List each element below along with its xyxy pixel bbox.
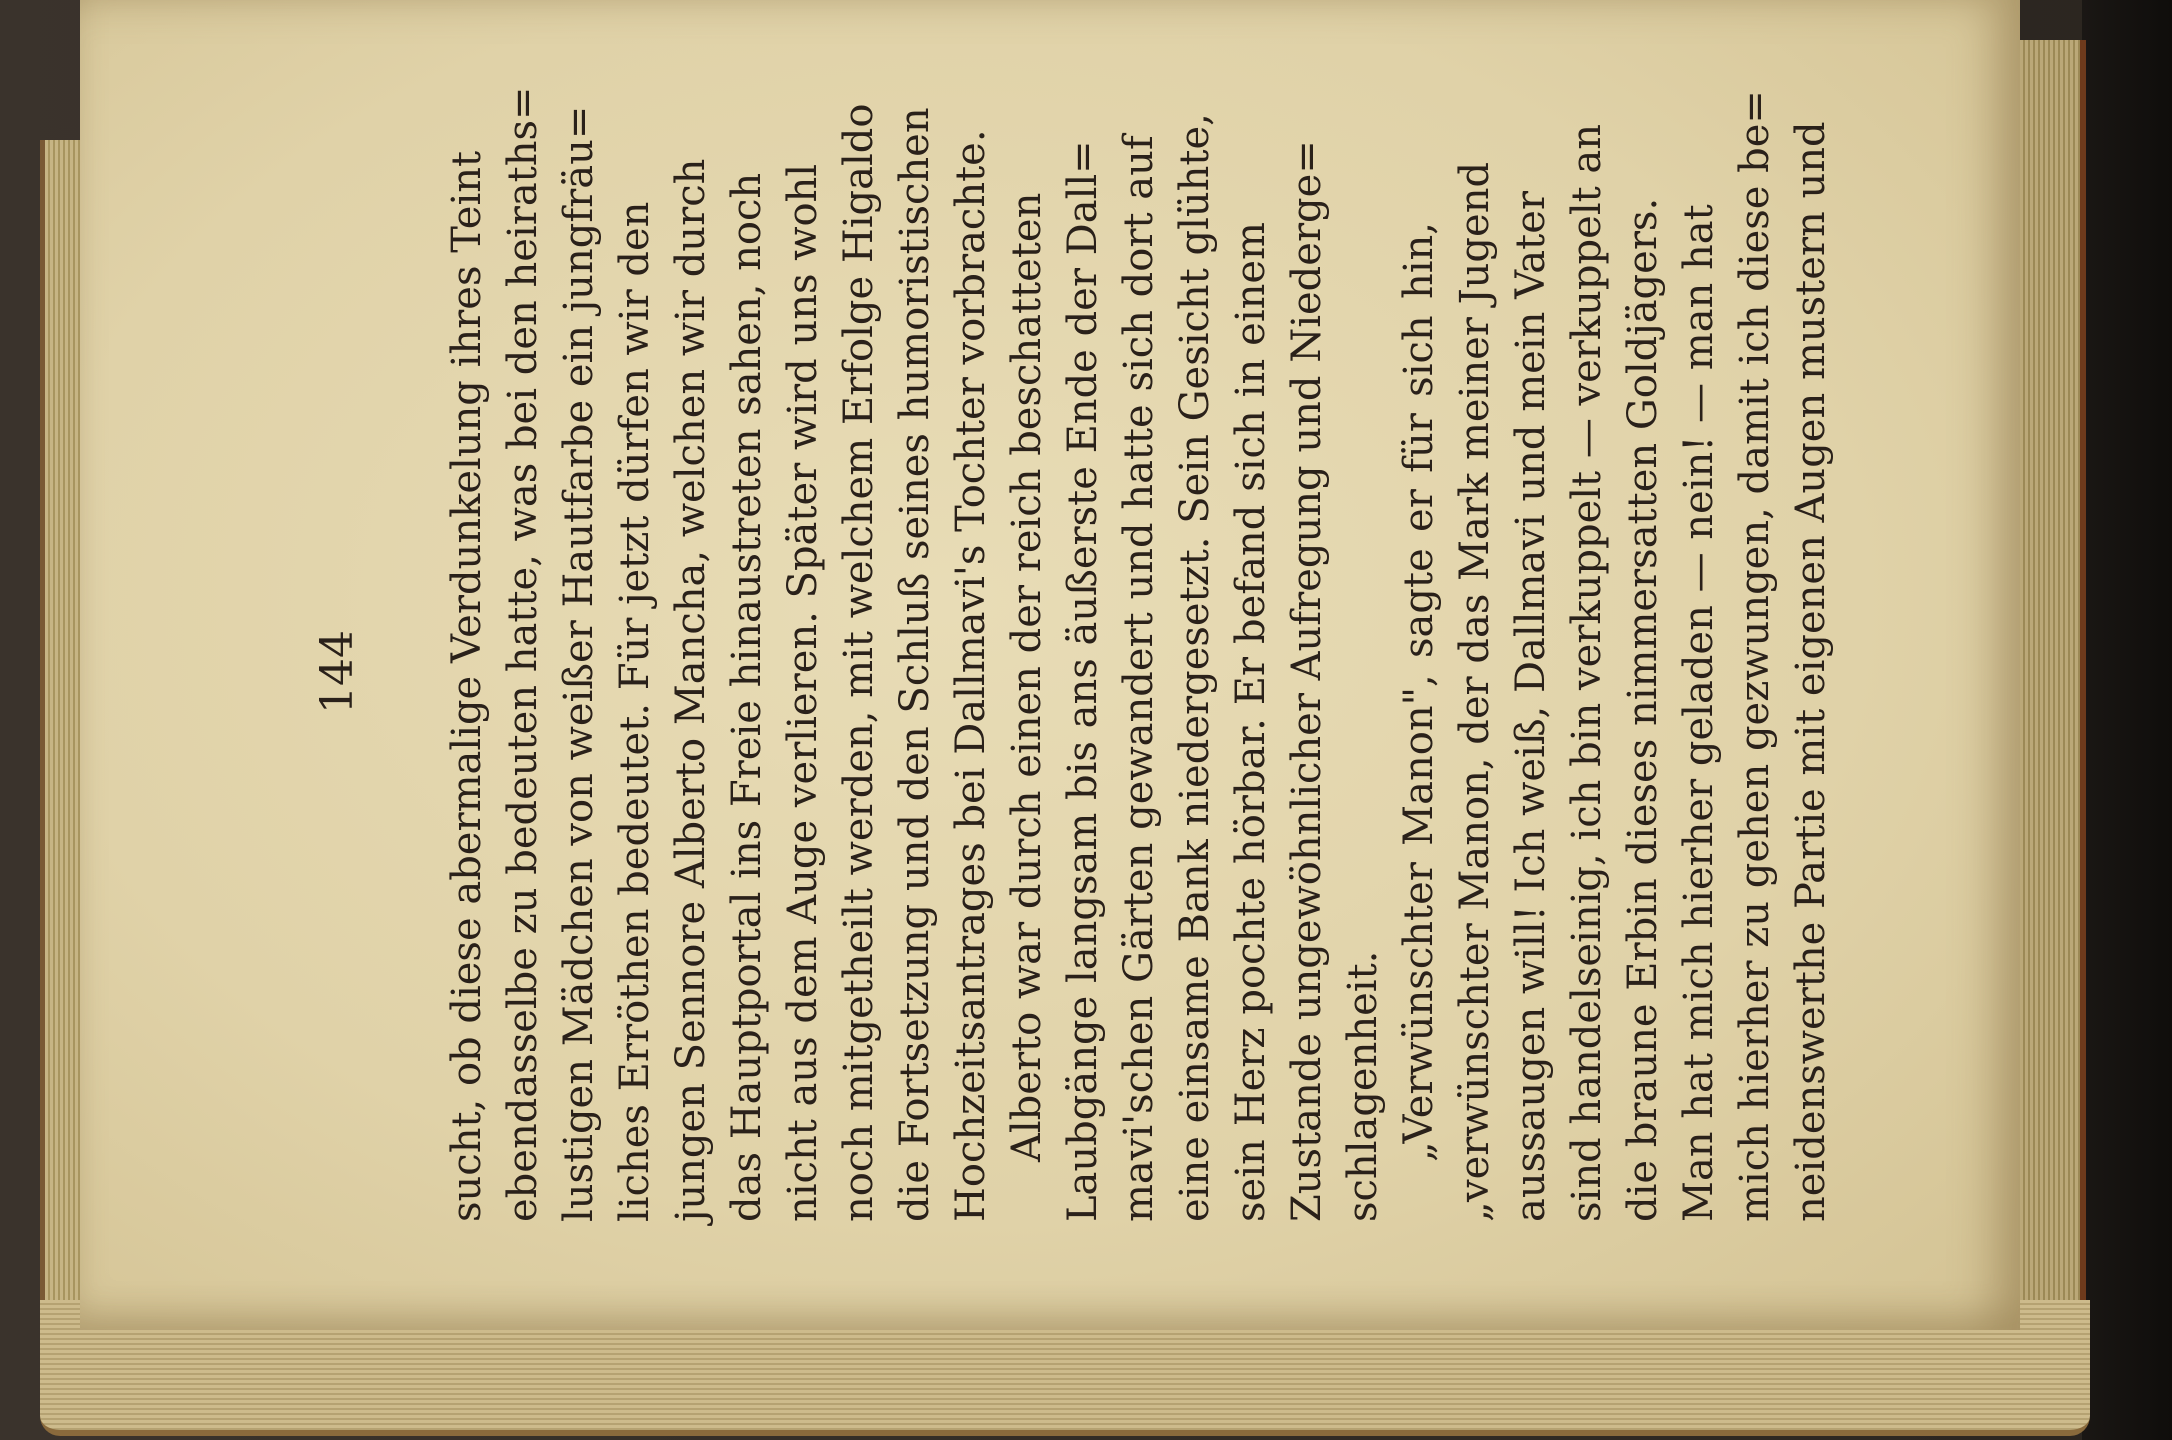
text-line: sind handelseinig, ich bin verkuppelt — verkuppelt an <box>1564 123 1610 1222</box>
book-page <box>80 0 2020 1330</box>
text-line: liches Erröthen bedeutet. Für jetzt dürfen wir den <box>612 201 658 1222</box>
text-line: die braune Erbin dieses nimmersatten Goldjägers. <box>1620 197 1666 1222</box>
text-inner <box>312 72 1884 1272</box>
page-number: 144 <box>312 630 363 714</box>
text-line: jungen Sennore Alberto Mancha, welchen wir durch <box>668 158 714 1222</box>
text-line: mavi'schen Gärten gewandert und hatte sich dort auf <box>1116 135 1162 1222</box>
rotated-text-block <box>312 72 1884 1272</box>
text-line: mich hierher zu gehen gezwungen, damit ich diese be= <box>1732 90 1778 1222</box>
text-line: Laubgänge langsam bis ans äußerste Ende der Dall= <box>1060 140 1106 1222</box>
text-line: nicht aus dem Auge verlieren. Später wird uns wohl <box>780 163 826 1222</box>
text-line: Hochzeitsantrages bei Dallmavi's Tochter vorbrachte. <box>948 129 994 1222</box>
text-line: noch mitgetheilt werden, mit welchem Erfolge Higaldo <box>836 103 882 1222</box>
text-line: schlagenheit. <box>1340 950 1386 1222</box>
text-line: neidenswerthe Partie mit eigenen Augen mustern und <box>1788 121 1834 1222</box>
text-line: ebendasselbe zu bedeuten hatte, was bei den heiraths= <box>500 86 546 1222</box>
text-line: lustigen Mädchen von weißer Hautfarbe ein jungfräu= <box>556 105 602 1222</box>
text-line: eine einsame Bank niedergesetzt. Sein Gesicht glühte, <box>1172 113 1218 1222</box>
text-line: „Verwünschter Manon", sagte er für sich hin, <box>1396 222 1442 1162</box>
text-line: Zustande ungewöhnlicher Aufregung und Niederge= <box>1284 140 1330 1222</box>
book-cover-edge <box>2082 0 2172 1440</box>
text-line: aussaugen will! Ich weiß, Dallmavi und mein Vater <box>1508 191 1554 1222</box>
text-line: sucht, ob diese abermalige Verdunkelung ihres Teint <box>444 150 490 1222</box>
text-line: „verwünschter Manon, der das Mark meiner Jugend <box>1452 161 1498 1222</box>
text-line: das Hauptportal ins Freie hinaustreten sahen, noch <box>724 172 770 1222</box>
text-line: Man hat mich hierher geladen — nein! — man hat <box>1676 204 1722 1222</box>
text-line: Alberto war durch einen der reich beschatteten <box>1004 192 1050 1162</box>
text-line: die Fortsetzung und den Schluß seines humoristischen <box>892 107 938 1222</box>
text-line: sein Herz pochte hörbar. Er befand sich in einem <box>1228 222 1274 1222</box>
